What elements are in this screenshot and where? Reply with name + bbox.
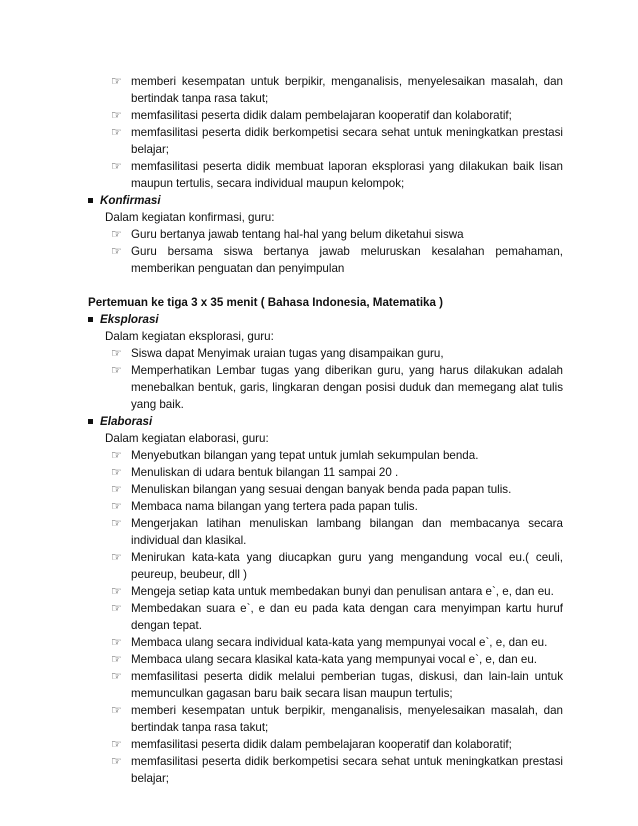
pointing-hand-icon: ☞ — [111, 363, 122, 377]
konfirmasi-intro: Dalam kegiatan konfirmasi, guru: — [105, 211, 275, 224]
pointing-hand-icon: ☞ — [111, 465, 122, 479]
list-item: ☞ Membaca nama bilangan yang tertera pada papan tulis. — [111, 499, 418, 513]
list-item: ☞ Mengerjakan latihan menuliskan lambang bilangan dan membacanya secara individual dan klasikal. — [111, 516, 563, 547]
eksplorasi-list — [0, 345, 638, 413]
pointing-hand-icon: ☞ — [111, 550, 122, 564]
list-item: ☞ Menuliskan di udara bentuk bilangan 11 sampai 20 . — [111, 465, 399, 479]
elaborasi-heading: Elaborasi — [0, 413, 638, 430]
eksplorasi-intro: Dalam kegiatan eksplorasi, guru: — [105, 330, 274, 343]
list-item: ☞ Membaca ulang secara klasikal kata-kata yang mempunyai vocal e`, e, dan eu. — [111, 652, 537, 666]
pointing-hand-icon: ☞ — [111, 754, 122, 768]
square-bullet-icon — [88, 198, 93, 203]
list-item: ☞ memfasilitasi peserta didik berkompetisi secara sehat untuk meningkatkan prestasi belajar; — [111, 125, 563, 156]
konfirmasi-list — [0, 226, 638, 277]
list-item: ☞ Memperhatikan Lembar tugas yang diberikan guru, yang harus dilakukan adalah menebalkan bentuk, garis, lingkaran dengan posisi duduk dan memegang alat tulis yang baik. — [111, 363, 563, 411]
pointing-hand-icon: ☞ — [111, 516, 122, 530]
list-item: ☞ Guru bersama siswa bertanya jawab meluruskan kesalahan pemahaman, memberikan penguatan dan penyimpulan — [111, 244, 563, 275]
pointing-hand-icon: ☞ — [111, 601, 122, 615]
list-item: ☞ Membaca ulang secara individual kata-kata yang mempunyai vocal e`, e, dan eu. — [111, 635, 548, 649]
list-item: ☞ Membedakan suara e`, e dan eu pada kata dengan cara menyimpan kartu huruf dengan tepat. — [111, 601, 563, 632]
activity-list — [0, 73, 638, 192]
pointing-hand-icon: ☞ — [111, 74, 122, 88]
pointing-hand-icon: ☞ — [111, 737, 122, 751]
list-item: ☞ memfasilitasi peserta didik berkompetisi secara sehat untuk meningkatkan prestasi belajar; — [111, 754, 563, 785]
pointing-hand-icon: ☞ — [111, 227, 122, 241]
list-item: ☞ Guru bertanya jawab tentang hal-hal yang belum diketahui siswa — [111, 227, 464, 241]
pointing-hand-icon: ☞ — [111, 499, 122, 513]
konfirmasi-heading: Konfirmasi — [0, 192, 638, 209]
list-item: ☞ memfasilitasi peserta didik membuat laporan eksplorasi yang dilakukan baik lisan maupun tertulis, secara individual maupun kelompok; — [111, 159, 563, 190]
pointing-hand-icon: ☞ — [111, 652, 122, 666]
pointing-hand-icon: ☞ — [111, 244, 122, 258]
pointing-hand-icon: ☞ — [111, 482, 122, 496]
list-item: ☞ Menuliskan bilangan yang sesuai dengan banyak benda pada papan tulis. — [111, 482, 512, 496]
pointing-hand-icon: ☞ — [111, 584, 122, 598]
list-item: ☞ Menyebutkan bilangan yang tepat untuk jumlah sekumpulan benda. — [111, 448, 479, 462]
elaborasi-intro: Dalam kegiatan elaborasi, guru: — [105, 432, 269, 445]
list-item: ☞ Menirukan kata-kata yang diucapkan guru yang mengandung vocal eu.( ceuli, peureup, beubeur, dll ) — [111, 550, 563, 581]
pointing-hand-icon: ☞ — [111, 635, 122, 649]
pointing-hand-icon: ☞ — [111, 346, 122, 360]
pointing-hand-icon: ☞ — [111, 703, 122, 717]
pointing-hand-icon: ☞ — [111, 108, 122, 122]
square-bullet-icon — [88, 317, 93, 322]
eksplorasi-heading: Eksplorasi — [0, 311, 638, 328]
pointing-hand-icon: ☞ — [111, 669, 122, 683]
list-item: ☞ Mengeja setiap kata untuk membedakan bunyi dan penulisan antara e`, e, dan eu. — [111, 584, 554, 598]
list-item: ☞ memfasilitasi peserta didik melalui pemberian tugas, diskusi, dan lain-lain untuk memunculkan gagasan baru baik secara lisan maupun tertulis; — [111, 669, 563, 700]
pointing-hand-icon: ☞ — [111, 159, 122, 173]
list-item: ☞ Siswa dapat Menyimak uraian tugas yang disampaikan guru, — [111, 346, 444, 360]
list-item: ☞ memberi kesempatan untuk berpikir, menganalisis, menyelesaikan masalah, dan bertindak tanpa rasa takut; — [111, 703, 563, 734]
list-item: ☞ memberi kesempatan untuk berpikir, menganalisis, menyelesaikan masalah, dan bertindak tanpa rasa takut; — [111, 74, 563, 105]
pointing-hand-icon: ☞ — [111, 125, 122, 139]
elaborasi-list — [0, 447, 638, 787]
meeting-title: Pertemuan ke tiga 3 x 35 menit ( Bahasa Indonesia, Matematika ) — [88, 296, 444, 309]
list-item: ☞ memfasilitasi peserta didik dalam pembelajaran kooperatif dan kolaboratif; — [111, 108, 512, 122]
list-item: ☞ memfasilitasi peserta didik dalam pembelajaran kooperatif dan kolaboratif; — [111, 737, 512, 751]
square-bullet-icon — [88, 419, 93, 424]
pointing-hand-icon: ☞ — [111, 448, 122, 462]
